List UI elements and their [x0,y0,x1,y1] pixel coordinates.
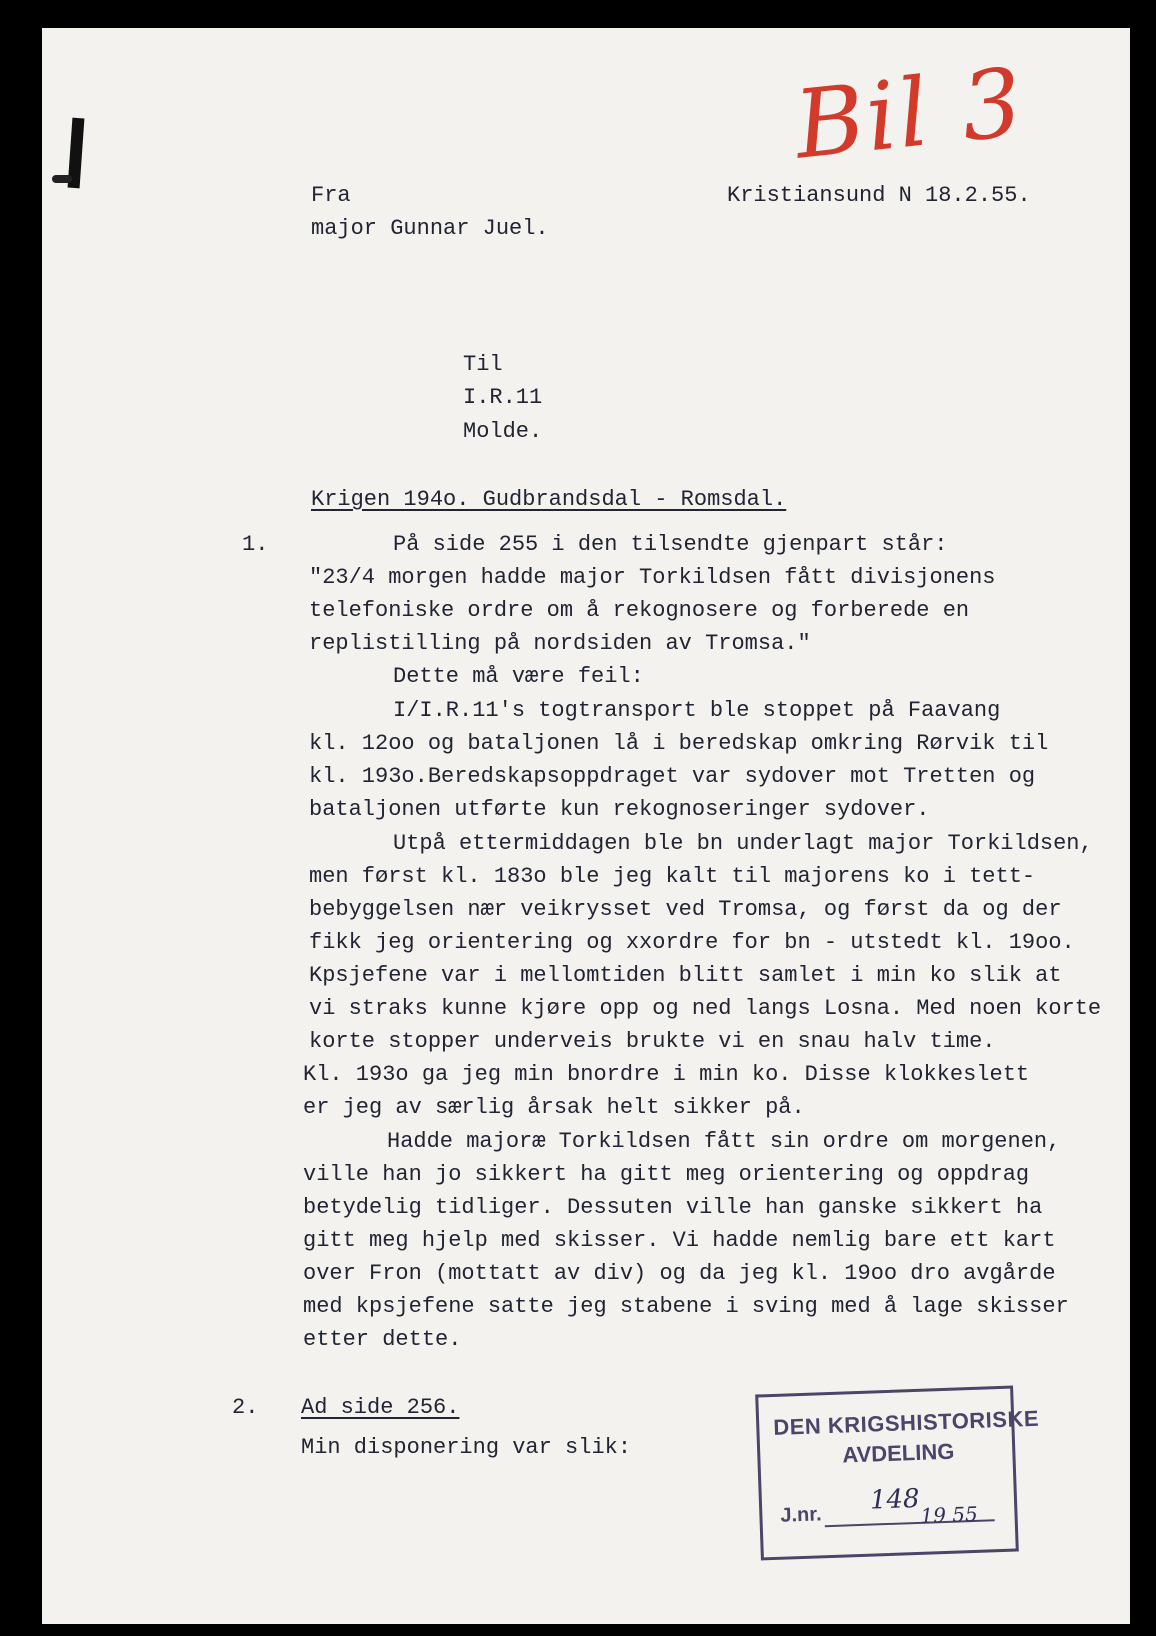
body-line: vi straks kunne kjøre opp og ned langs Losna. Med noen korte [309,996,1102,1021]
body-line: er jeg av særlig årsak helt sikker på. [303,1095,805,1120]
recipient-line: I.R.11 [463,385,543,410]
document-page [42,28,1130,1624]
binder-clip-mark-lower [52,175,72,183]
body-line: over Fron (mottatt av div) og da jeg kl. 19oo dro avgårde [303,1261,1056,1286]
body-line: gitt meg hjelp med skisser. Vi hadde nemlig bare ett kart [303,1228,1056,1253]
handwritten-annotation: Bil 3 [789,48,1029,181]
subject-heading: Krigen 194o. Gudbrandsdal - Romsdal. [311,487,787,512]
body-line: fikk jeg orientering og xxordre for bn - utstedt kl. 19oo. [309,930,1075,955]
recipient-line: Til [463,352,503,377]
section-number: 2. [232,1395,259,1420]
body-line: bebyggelsen nær veikrysset ved Tromsa, og først da og der [309,897,1062,922]
body-line: Min disponering var slik: [301,1435,632,1460]
body-line: bataljonen utførte kun rekognoseringer sydover. [309,797,930,822]
body-line: Kl. 193o ga jeg min bnordre i min ko. Disse klokkeslett [303,1062,1030,1087]
body-line: ville han jo sikkert ha gitt meg orientering og oppdrag [303,1162,1030,1187]
stamp-jnr-label: J.nr. [780,1503,822,1527]
body-line: Utpå ettermiddagen ble bn underlagt major Torkildsen, [393,831,1093,856]
stamp-line: AVDELING [841,1438,955,1468]
body-line: korte stopper underveis brukte vi en snau halv time. [309,1029,996,1054]
stamp-year: 19 55 [920,1501,979,1528]
archive-stamp [755,1386,1040,1561]
body-line: kl. 193o.Beredskapsoppdraget var sydover mot Tretten og [309,764,1036,789]
body-line: Dette må være feil: [393,664,644,689]
section-number: 1. [242,532,269,557]
stamp-jnr-value: 148 [869,1483,921,1516]
from-name: major Gunnar Juel. [311,216,549,241]
body-line: replistilling på nordsiden av Tromsa." [309,631,811,656]
body-line: På side 255 i den tilsendte gjenpart står: [393,532,948,557]
body-line: telefoniske ordre om å rekognosere og forberede en [309,598,970,623]
stamp-line: DEN KRIGSHISTORISKE [772,1405,1040,1440]
body-line: I/I.R.11's togtransport ble stoppet på Faavang [393,698,1001,723]
body-line: "23/4 morgen hadde major Torkildsen fått divisjonens [309,565,996,590]
place-date: Kristiansund N 18.2.55. [727,183,1031,208]
body-line: Hadde majoræ Torkildsen fått sin ordre om morgenen, [387,1129,1061,1154]
body-line: kl. 12oo og bataljonen lå i beredskap omkring Rørvik til [309,731,1049,756]
body-line: men først kl. 183o ble jeg kalt til majorens ko i tett- [309,864,1036,889]
body-line: Kpsjefene var i mellomtiden blitt samlet i min ko slik at [309,963,1062,988]
from-label: Fra [311,183,351,208]
body-line: med kpsjefene satte jeg stabene i sving med å lage skisser [303,1294,1069,1319]
recipient-line: Molde. [463,419,543,444]
body-line: betydelig tidliger. Dessuten ville han ganske sikkert ha [303,1195,1043,1220]
body-line: etter dette. [303,1327,462,1352]
section-heading: Ad side 256. [301,1395,460,1420]
